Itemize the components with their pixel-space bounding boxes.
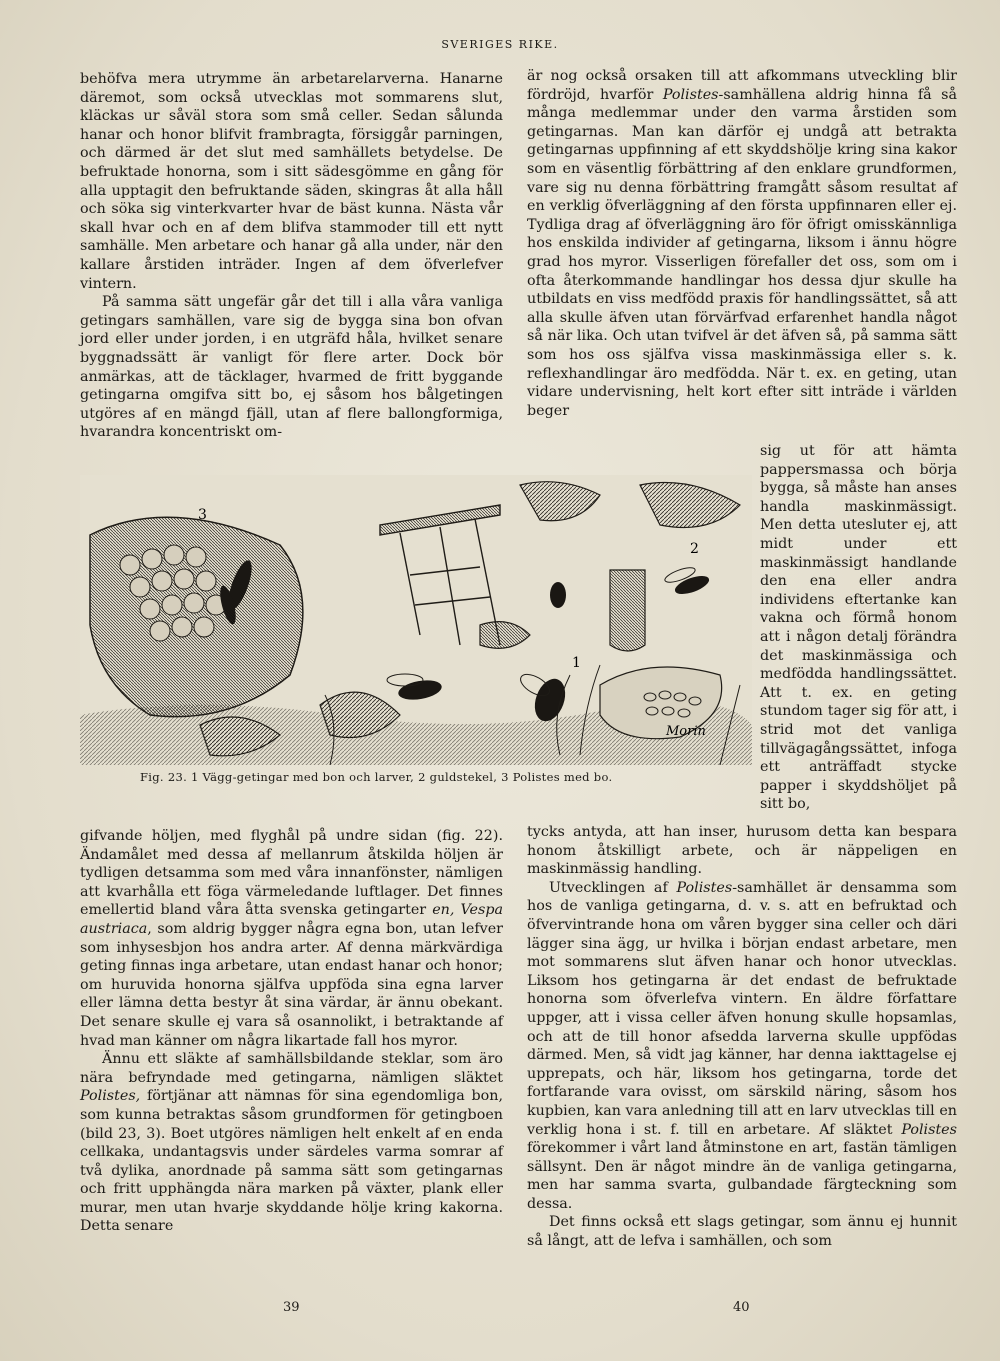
- figure-label-3: 3: [198, 507, 207, 523]
- paragraph: tycks antyda, att han inser, hurusom detta kan bespara honom åtskilligt arbete, och är näppeligen en maskinmässig handling.: [527, 824, 957, 878]
- page-number-left: 39: [283, 1300, 300, 1315]
- running-header: SVERIGES RIKE.: [441, 38, 559, 51]
- artist-signature: Morin: [666, 724, 706, 739]
- paragraph: behöfva mera utrymme än arbetarelarverna. Hanarne däremot, som också utvecklas mot sommarens slut, kläckas ur såväl stora som små celler. Sedan sålunda hanar och honor blifvit frambragta, försiggår parningen, och därmed är det slut med samhällets betydelse. De befruktade honorna, som i sitt sädesgömme en gång för alla upptagit den befruktande säden, skingras åt alla håll och söka sig vinterkvarter hvar de bäst kunna. Nästa vår skall hvar och en af dem blifva stammoder till ett nytt samhälle. Men arbetare och hanar gå alla under, när den kallare årstiden inträder. Ingen af dem öfverlefver vintern.: [80, 71, 503, 292]
- wasp-illustration: [80, 475, 752, 765]
- page-number-right: 40: [733, 1300, 750, 1315]
- paragraph: På samma sätt ungefär går det till i alla våra vanliga getingars samhällen, vare sig de bygga sina bon ofvan jord eller under jorden, i en utgräfd håla, hvilket senare byggnadssätt är vanligt för flere arter. Dock bör anmärkas, att de täcklager, hvarmed de fritt byggande getingarna omgifva sitt bo, ej såsom hos bålgetingen utgöres af en mängd fjäll, utan af flere ballongformiga, hvarandra koncentriskt om-: [80, 294, 503, 441]
- paragraph: gifvande höljen, med flyghål på undre sidan (fig. 22). Ändamålet med dessa af mellanrum åtskilda höljen är tydligen detsamma som med våra innanfönster, nämligen att kvarhålla ett föga värmeledande luftlager. Det finnes emellertid bland våra åtta svenska getingarter en, Vespa austriaca, som aldrig bygger några egna bon, utan lefver som inhysesbjon hos andra arter. Af denna märkvärdiga geting finnas inga arbetare, utan endast hanar och honor; om huruvida honorna själfva uppföda sina egna larver eller lämna detta bestyr åt sina värdar, är ännu obekant. Det senare skulle ej vara så osannolikt, i betraktande af hvad man känner om några likartade fall hos myror.: [80, 828, 503, 1049]
- paragraph: är nog också orsaken till att afkommans utveckling blir fördröjd, hvarför Polistes-samhällena aldrig hinna få så många medlemmar under den varma årstiden som getingarnas. Man kan därför ej undgå att betrakta getingarnas uppfinning af ett skyddshölje kring sina kakor som en väsentlig förbättring af den enklare grundformen, vare sig nu denna förbättring framgått såsom resultat af en verklig öfverläggning af den första uppfinnaren eller ej. Tydliga drag af öfverläggning äro för öfrigt omisskännliga hos enskilda individer af getingarna, liksom i ännu högre grad hos myror. Visserligen förefaller det oss, som om i ofta återkommande handlingar hos dessa djur skulle ha utbildats en viss medfödd praxis för handlingssättet, så att alla skulle äfven utan förvärfvad erfarenhet handla något så när lika. Och utan tvifvel är det äfven så, på samma sätt som hos oss själfva vissa maskinmässiga eller s. k. reflexhandlingar äro medfödda. När t. ex. en geting, utan vidare undervisning, helt kort efter sitt inträde i världen beger: [527, 68, 958, 419]
- paragraph: Ännu ett släkte af samhällsbildande steklar, som äro nära befryndade med getingarna, nämligen släktet Polistes, förtjänar att nämnas för sina egendomliga bon, som kunna betraktas såsom grundformen för getingboen (bild 23, 3). Boet utgöres nämligen helt enkelt af en enda cellkaka, undantagsvis under särdeles varma somrar af två dylika, anordnade på samma sätt som getingarnas och fritt upphängda nära marken på växter, plank eller murar, men utan hvarje skyddande hölje kring kakorna. Detta senare: [80, 1051, 503, 1235]
- paragraph: sig ut för att hämta pappersmassa och börja bygga, så måste han anses handla maskinmässigt. Men detta utesluter ej, att midt under ett maskinmässigt handlande den ena eller andra individens eftertanke kan vakna och förmå honom att i någon detalj förändra det maskinmässiga och medfödda handlingssättet. Att t. ex. en geting stundom tager sig för att, i strid mot det vanliga tillvägagångssättet, infoga ett anträffadt stycke papper i skyddshöljet på sitt bo,: [760, 443, 957, 813]
- paragraph: Det finns också ett slags getingar, som ännu ej hunnit så långt, att de lefva i samhällen, och som: [527, 1214, 957, 1250]
- right-column-bottom: [527, 823, 957, 1251]
- figure-caption: Fig. 23. 1 Vägg-getingar med bon och larver, 2 guldstekel, 3 Polistes med bo.: [140, 770, 613, 784]
- figure-label-1: 1: [572, 655, 581, 671]
- left-column-bottom: [80, 827, 503, 1236]
- left-column-top: [80, 70, 503, 442]
- right-column-wrap: [760, 442, 957, 814]
- figure-label-2: 2: [690, 541, 699, 557]
- paragraph: Utvecklingen af Polistes-samhället är densamma som hos de vanliga getingarna, d. v. s. att en befruktad och öfvervintrande hona om våren bygger sina celler och däri lägger sina ägg, ur hvilka i början endast arbetare, men mot sommarens slut äfven hanar och honor utvecklas. Liksom hos getingarna är det endast de befruktade honorna som öfverlefva vintern. En äldre författare uppger, att i vissa celler äfven honung skulle hopsamlas, och att de till honor afsedda larverna skulle uppfödas därmed. Men, så vidt jag känner, har denna iakttagelse ej upprepats, och här, liksom hos getingarna, torde det fortfarande vara ovisst, om särskild näring, såsom hos kupbien, kan vara anledning till att en larv utvecklas till en verklig hona i st. f. till en arbetare. Af släktet Polistes förekommer i vårt land åtminstone en art, fastän tämligen sällsynt. Den är något mindre än de vanliga getingarna, men har samma svarta, gulbandade färgteckning som dessa.: [527, 879, 957, 1212]
- right-column-top: [527, 67, 957, 420]
